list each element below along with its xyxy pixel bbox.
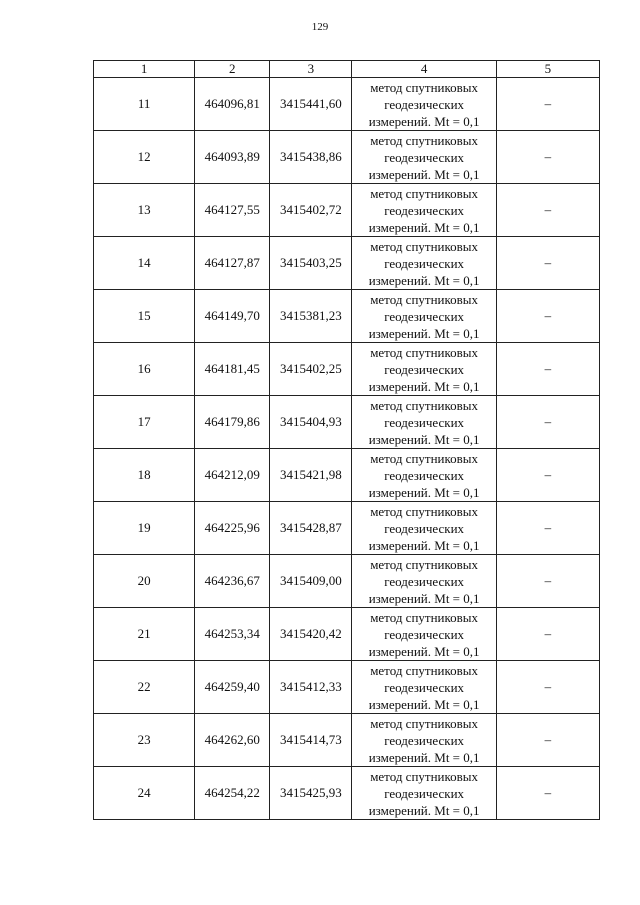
y-coordinate-cell: 3415404,93 — [270, 396, 352, 449]
method-cell — [352, 714, 496, 767]
point-number-cell: 20 — [94, 555, 195, 608]
table-row — [94, 502, 600, 555]
note-cell: – — [496, 131, 599, 184]
y-coordinate-cell: 3415402,72 — [270, 184, 352, 237]
point-number-cell: 14 — [94, 237, 195, 290]
note-cell: – — [496, 396, 599, 449]
method-line: метод спутниковых — [370, 397, 479, 413]
coordinates-table-body — [94, 61, 600, 820]
method-line: метод спутниковых — [370, 185, 479, 201]
note-cell: – — [496, 661, 599, 714]
x-coordinate-cell: 464259,40 — [195, 661, 270, 714]
method-line: геодезических — [384, 679, 465, 695]
method-line: измерений. Mt = 0,1 — [368, 219, 480, 235]
method-line: метод спутниковых — [370, 238, 479, 254]
method-line: измерений. Mt = 0,1 — [368, 272, 480, 288]
method-line: измерений. Mt = 0,1 — [368, 537, 480, 553]
x-coordinate-cell: 464096,81 — [195, 78, 270, 131]
table-header-row — [94, 61, 600, 78]
table-row — [94, 661, 600, 714]
x-coordinate-cell: 464236,67 — [195, 555, 270, 608]
y-coordinate-cell: 3415441,60 — [270, 78, 352, 131]
method-cell — [352, 449, 496, 502]
method-cell — [352, 184, 496, 237]
method-line: метод спутниковых — [370, 715, 479, 731]
note-cell: – — [496, 555, 599, 608]
method-line: измерений. Mt = 0,1 — [368, 378, 480, 394]
column-header-3: 3 — [270, 61, 352, 78]
method-line: метод спутниковых — [370, 768, 479, 784]
method-line: геодезических — [384, 732, 465, 748]
note-cell: – — [496, 449, 599, 502]
method-line: геодезических — [384, 520, 465, 536]
method-line: метод спутниковых — [370, 291, 479, 307]
table-row — [94, 555, 600, 608]
method-line: геодезических — [384, 255, 465, 271]
y-coordinate-cell: 3415428,87 — [270, 502, 352, 555]
point-number-cell: 22 — [94, 661, 195, 714]
method-line: метод спутниковых — [370, 662, 479, 678]
y-coordinate-cell: 3415409,00 — [270, 555, 352, 608]
note-cell: – — [496, 184, 599, 237]
point-number-cell: 17 — [94, 396, 195, 449]
method-line: метод спутниковых — [370, 450, 479, 466]
page-number: 129 — [311, 21, 329, 33]
table-row — [94, 290, 600, 343]
method-line: измерений. Mt = 0,1 — [368, 643, 480, 659]
column-header-4: 4 — [352, 61, 496, 78]
method-line: геодезических — [384, 626, 465, 642]
method-line: геодезических — [384, 785, 465, 801]
method-line: геодезических — [384, 96, 465, 112]
table-row — [94, 396, 600, 449]
table-row — [94, 131, 600, 184]
y-coordinate-cell: 3415381,23 — [270, 290, 352, 343]
column-header-2: 2 — [195, 61, 270, 78]
method-line: измерений. Mt = 0,1 — [368, 325, 480, 341]
method-line: измерений. Mt = 0,1 — [368, 431, 480, 447]
y-coordinate-cell: 3415421,98 — [270, 449, 352, 502]
method-line: измерений. Mt = 0,1 — [368, 749, 480, 765]
table-row — [94, 767, 600, 820]
x-coordinate-cell: 464253,34 — [195, 608, 270, 661]
x-coordinate-cell: 464212,09 — [195, 449, 270, 502]
x-coordinate-cell: 464093,89 — [195, 131, 270, 184]
point-number-cell: 13 — [94, 184, 195, 237]
method-line: геодезических — [384, 149, 465, 165]
y-coordinate-cell: 3415403,25 — [270, 237, 352, 290]
x-coordinate-cell: 464179,86 — [195, 396, 270, 449]
table-row — [94, 449, 600, 502]
method-cell — [352, 396, 496, 449]
y-coordinate-cell: 3415414,73 — [270, 714, 352, 767]
method-cell — [352, 502, 496, 555]
method-line: метод спутниковых — [370, 132, 479, 148]
y-coordinate-cell: 3415402,25 — [270, 343, 352, 396]
note-cell: – — [496, 502, 599, 555]
method-cell — [352, 343, 496, 396]
x-coordinate-cell: 464149,70 — [195, 290, 270, 343]
method-cell — [352, 767, 496, 820]
note-cell: – — [496, 608, 599, 661]
point-number-cell: 23 — [94, 714, 195, 767]
method-line: геодезических — [384, 467, 465, 483]
point-number-cell: 11 — [94, 78, 195, 131]
method-line: геодезических — [384, 414, 465, 430]
note-cell: – — [496, 290, 599, 343]
method-line: метод спутниковых — [370, 344, 479, 360]
method-cell — [352, 290, 496, 343]
method-line: метод спутниковых — [370, 609, 479, 625]
note-cell: – — [496, 237, 599, 290]
point-number-cell: 12 — [94, 131, 195, 184]
method-line: геодезических — [384, 573, 465, 589]
y-coordinate-cell: 3415425,93 — [270, 767, 352, 820]
note-cell: – — [496, 78, 599, 131]
note-cell: – — [496, 714, 599, 767]
table-row — [94, 237, 600, 290]
table-row — [94, 714, 600, 767]
x-coordinate-cell: 464262,60 — [195, 714, 270, 767]
y-coordinate-cell: 3415412,33 — [270, 661, 352, 714]
method-line: измерений. Mt = 0,1 — [368, 696, 480, 712]
method-cell — [352, 131, 496, 184]
method-line: метод спутниковых — [370, 503, 479, 519]
method-cell — [352, 78, 496, 131]
method-line: измерений. Mt = 0,1 — [368, 590, 480, 606]
table-row — [94, 343, 600, 396]
x-coordinate-cell: 464127,87 — [195, 237, 270, 290]
method-line: геодезических — [384, 202, 465, 218]
point-number-cell: 21 — [94, 608, 195, 661]
x-coordinate-cell: 464181,45 — [195, 343, 270, 396]
y-coordinate-cell: 3415438,86 — [270, 131, 352, 184]
method-line: метод спутниковых — [370, 556, 479, 572]
method-line: измерений. Mt = 0,1 — [368, 166, 480, 182]
point-number-cell: 15 — [94, 290, 195, 343]
x-coordinate-cell: 464254,22 — [195, 767, 270, 820]
coordinates-table — [93, 60, 600, 820]
table-row — [94, 78, 600, 131]
method-cell — [352, 237, 496, 290]
method-line: измерений. Mt = 0,1 — [368, 802, 480, 818]
method-cell — [352, 608, 496, 661]
x-coordinate-cell: 464127,55 — [195, 184, 270, 237]
method-cell — [352, 661, 496, 714]
method-line: геодезических — [384, 308, 465, 324]
table-row — [94, 608, 600, 661]
note-cell: – — [496, 343, 599, 396]
point-number-cell: 24 — [94, 767, 195, 820]
method-line: метод спутниковых — [370, 79, 479, 95]
point-number-cell: 19 — [94, 502, 195, 555]
table-row — [94, 184, 600, 237]
method-cell — [352, 555, 496, 608]
method-line: геодезических — [384, 361, 465, 377]
note-cell: – — [496, 767, 599, 820]
method-line: измерений. Mt = 0,1 — [368, 113, 480, 129]
y-coordinate-cell: 3415420,42 — [270, 608, 352, 661]
point-number-cell: 16 — [94, 343, 195, 396]
method-line: измерений. Mt = 0,1 — [368, 484, 480, 500]
x-coordinate-cell: 464225,96 — [195, 502, 270, 555]
column-header-5: 5 — [496, 61, 599, 78]
column-header-1: 1 — [94, 61, 195, 78]
point-number-cell: 18 — [94, 449, 195, 502]
